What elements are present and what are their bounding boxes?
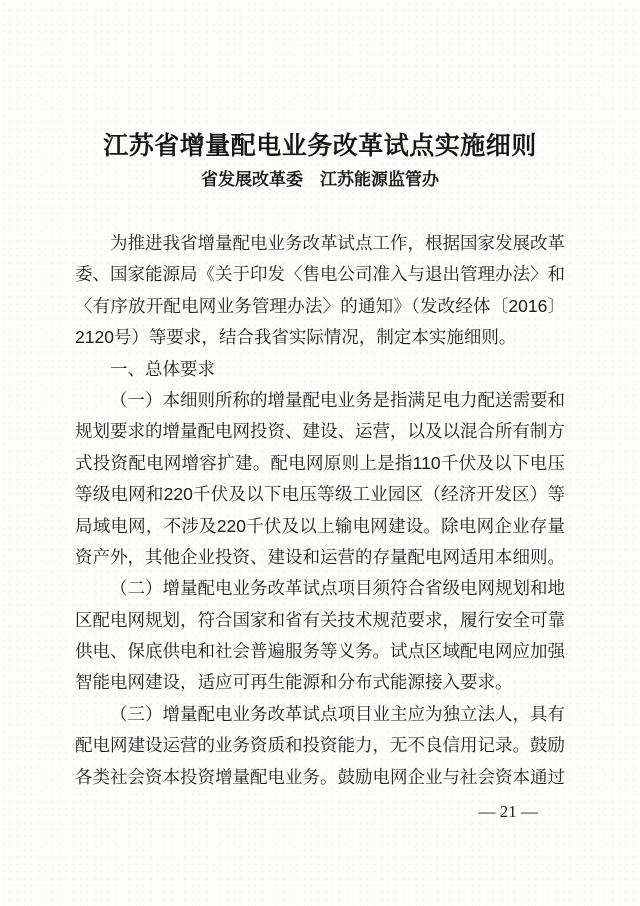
text-line: 智能电网建设，适应可再生能源和分布式能源接入要求。 <box>75 672 513 693</box>
text-line: 式投资配电网增容扩建。配电网原则上是指110千伏及以下电压 <box>75 452 565 473</box>
section-heading: 一、总体要求 <box>110 358 215 379</box>
text-line: 2120号）等要求，结合我省实际情况，制定本实施细则。 <box>75 327 517 348</box>
text-line: 为推进我省增量配电业务改革试点工作，根据国家发展改革 <box>110 233 565 253</box>
page-number: — 21 — <box>478 802 538 821</box>
text-line: 委、国家能源局《关于印发〈售电公司准入与退出管理办法〉和 <box>75 264 565 285</box>
text-line: 规划要求的增量配电网投资、建设、运营，以及以混合所有制方 <box>75 421 565 442</box>
text-line: 等级电网和220千伏及以下电压等级工业园区（经济开发区）等 <box>75 484 565 505</box>
document-title: 江苏省增量配电业务改革试点实施细则 <box>103 132 537 160</box>
text-line: 区配电网规划，符合国家和省有关技术规范要求，履行安全可靠 <box>75 609 565 630</box>
document-body <box>75 228 565 793</box>
text-line: （一）本细则所称的增量配电业务是指满足电力配送需要和 <box>110 389 565 410</box>
text-line: 局域电网，不涉及220千伏及以上输电网建设。除电网企业存量 <box>75 515 565 536</box>
text-line: （二）增量配电业务改革试点项目须符合省级电网规划和地 <box>110 578 565 599</box>
text-line: 〈有序放开配电网业务管理办法〉的通知》（发改经体〔2016〕 <box>75 295 565 316</box>
document-issuers: 省发展改革委 江苏能源监管办 <box>201 170 439 189</box>
text-line: （三）增量配电业务改革试点项目业主应为独立法人，具有 <box>110 703 565 724</box>
text-line: 供电、保底供电和社会普遍服务等义务。试点区域配电网应加强 <box>75 641 565 662</box>
text-line: 配电网建设运营的业务资质和投资能力，无不良信用记录。鼓励 <box>75 735 565 756</box>
text-line: 各类社会资本投资增量配电业务。鼓励电网企业与社会资本通过 <box>75 766 565 787</box>
text-line: 资产外，其他企业投资、建设和运营的存量配电网适用本细则。 <box>75 546 565 567</box>
